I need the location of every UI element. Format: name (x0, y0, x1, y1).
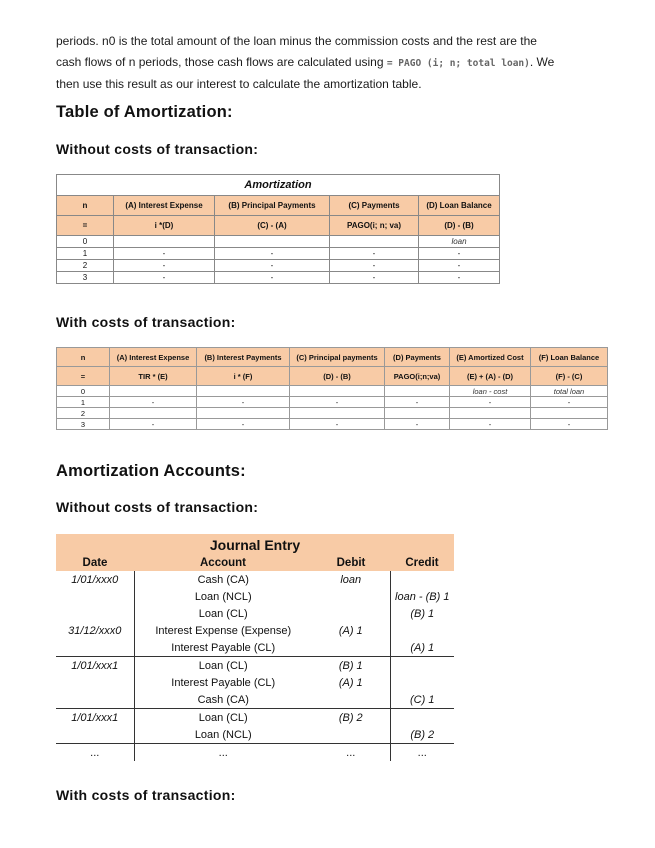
table-cell: 1 (57, 248, 114, 260)
table-cell: (C) 1 (390, 691, 454, 709)
table-row (57, 408, 608, 419)
table-cell: (A) 1 (338, 676, 363, 689)
table-cell: Cash (CA) (197, 573, 249, 586)
table-cell: - (197, 419, 290, 430)
formula-cell: (D) - (B) (290, 367, 385, 386)
table-cell (385, 386, 450, 397)
pago-formula-code: = PAGO (i; n; total loan) (386, 58, 530, 69)
table-cell: (B) 1 (390, 605, 454, 622)
table-cell: Loan (NCL) (134, 726, 312, 744)
heading-with-costs-1: With costs of transaction: (56, 314, 236, 330)
table-cell: 3 (57, 272, 114, 284)
table-cell (197, 386, 290, 397)
table-cell (56, 588, 134, 605)
table-cell: ... (218, 746, 228, 759)
column-header: Debit (312, 555, 390, 571)
table-cell (110, 386, 197, 397)
amortization-table-with-costs (56, 347, 608, 430)
table-cell: 0 (57, 386, 110, 397)
heading-without-costs-1: Without costs of transaction: (56, 141, 259, 157)
table-cell: ... (346, 746, 356, 759)
table-cell: - (330, 272, 419, 284)
table-cell: ... (56, 744, 134, 762)
heading-without-costs-2: Without costs of transaction: (56, 499, 259, 515)
table-row (57, 386, 608, 397)
column-header: (D) Payments (385, 348, 450, 367)
column-header: Credit (390, 555, 454, 571)
formula-cell: TIR * (E) (110, 367, 197, 386)
table-cell: - (531, 419, 608, 430)
table-cell (390, 709, 454, 727)
table-cell: - (450, 397, 531, 408)
table-row (57, 419, 608, 430)
formula-cell: = (57, 367, 110, 386)
table-cell (450, 408, 531, 419)
table-cell (290, 386, 385, 397)
table-cell: 1/01/xxx1 (56, 709, 134, 727)
column-header: n (57, 196, 114, 216)
table-cell: - (114, 260, 215, 272)
table-cell: loan - (B) 1 (390, 588, 454, 605)
table-cell: 31/12/xxx0 (56, 622, 134, 639)
amortization-table-without-costs (56, 174, 500, 284)
table-cell: Loan (NCL) (194, 590, 252, 603)
table-row (56, 622, 454, 639)
table-cell: - (330, 260, 419, 272)
table-cell: Loan (CL) (198, 607, 248, 620)
table-cell: - (531, 397, 608, 408)
table-cell: Loan (CL) (134, 657, 312, 675)
table-cell: total loan (531, 386, 608, 397)
column-header: (C) Principal payments (290, 348, 385, 367)
table-cell: - (419, 272, 500, 284)
table-row (56, 639, 454, 657)
table-row (57, 236, 500, 248)
table-cell: - (114, 272, 215, 284)
table-cell: - (110, 419, 197, 430)
table-cell: (B) 2 (312, 709, 390, 727)
intro-paragraph (56, 31, 616, 95)
table-cell (56, 726, 134, 744)
table-row (56, 657, 454, 675)
table-cell: (B) 1 (312, 657, 390, 675)
table-cell: Cash (CA) (197, 693, 249, 706)
table-cell: - (290, 419, 385, 430)
table-row (56, 709, 454, 727)
table-row (56, 571, 454, 588)
table-cell: Loan (CL) (134, 709, 312, 727)
table-cell: - (197, 397, 290, 408)
table-cell (312, 726, 390, 744)
table-cell (312, 605, 390, 622)
column-header: (A) Interest Expense (110, 348, 197, 367)
table-row (57, 260, 500, 272)
table-cell: - (330, 248, 419, 260)
intro-line-2-text: cash flows of n periods, those cash flows are calculated using (56, 55, 384, 69)
table-cell (56, 691, 134, 709)
table-cell: - (419, 260, 500, 272)
table-cell: (B) 2 (390, 726, 454, 744)
table-cell (312, 691, 390, 709)
table-cell: - (385, 419, 450, 430)
heading-amortization-accounts: Amortization Accounts: (56, 462, 246, 480)
table-cell: - (450, 419, 531, 430)
formula-cell: (E) + (A) - (D) (450, 367, 531, 386)
formula-cell: PAGO(i; n; va) (330, 216, 419, 236)
table-cell: Interest Payable (CL) (171, 676, 276, 689)
table-cell: 1/01/xxx0 (56, 571, 134, 588)
table-cell: - (215, 272, 330, 284)
table-cell (56, 639, 134, 657)
formula-cell: PAGO(i;n;va) (385, 367, 450, 386)
table-cell: - (215, 260, 330, 272)
table-cell: loan - cost (450, 386, 531, 397)
table-cell: - (385, 397, 450, 408)
table-cell (312, 639, 390, 657)
table-cell (385, 408, 450, 419)
table-cell (215, 236, 330, 248)
table-cell: Interest Expense (Expense) (155, 624, 292, 637)
table-row (56, 726, 454, 744)
table-cell: - (290, 397, 385, 408)
table-cell: - (419, 248, 500, 260)
column-header: Account (134, 555, 312, 571)
table-cell: loan (419, 236, 500, 248)
column-header: (D) Loan Balance (419, 196, 500, 216)
intro-line-1: periods. n0 is the total amount of the loan minus the commission costs and the rest are the (56, 34, 537, 48)
column-header: (C) Payments (330, 196, 419, 216)
column-header: n (57, 348, 110, 367)
table-row (57, 248, 500, 260)
table-cell: - (114, 248, 215, 260)
intro-line-2-end: . We (529, 55, 555, 69)
table-cell: 1/01/xxx1 (56, 657, 134, 675)
formula-cell: = (57, 216, 114, 236)
table-cell (390, 674, 454, 691)
table-cell (390, 622, 454, 639)
table-cell (56, 674, 134, 691)
table-cell: 3 (57, 419, 110, 430)
table-cell (390, 571, 454, 588)
table-cell: 2 (57, 260, 114, 272)
table-cell (110, 408, 197, 419)
column-header: (B) Interest Payments (197, 348, 290, 367)
table-cell (531, 408, 608, 419)
table-cell: Interest Payable (CL) (171, 641, 276, 654)
table-row (57, 397, 608, 408)
table-row (56, 691, 454, 709)
heading-table-of-amortization: Table of Amortization: (56, 103, 233, 121)
table-title: Amortization (57, 175, 500, 196)
table-cell: (A) 1 (338, 624, 363, 637)
table-cell: loan (340, 573, 362, 586)
table-cell (312, 588, 390, 605)
formula-cell: (C) - (A) (215, 216, 330, 236)
table-row (56, 588, 454, 605)
table-cell: ... (390, 744, 454, 762)
column-header: (E) Amortized Cost (450, 348, 531, 367)
intro-line-3: then use this result as our interest to calculate the amortization table. (56, 77, 422, 91)
table-cell: 1 (57, 397, 110, 408)
column-header: Date (56, 555, 134, 571)
formula-cell: i * (F) (197, 367, 290, 386)
formula-cell: (D) - (B) (419, 216, 500, 236)
column-header: (B) Principal Payments (215, 196, 330, 216)
column-header: (F) Loan Balance (531, 348, 608, 367)
table-cell: - (110, 397, 197, 408)
table-row (56, 674, 454, 691)
heading-with-costs-2: With costs of transaction: (56, 787, 236, 803)
table-cell: (A) 1 (390, 639, 454, 657)
table-cell: - (215, 248, 330, 260)
table-cell: 0 (57, 236, 114, 248)
table-row (56, 744, 454, 762)
table-cell (290, 408, 385, 419)
table-row (56, 605, 454, 622)
table-cell (197, 408, 290, 419)
formula-cell: (F) - (C) (531, 367, 608, 386)
formula-cell: i *(D) (114, 216, 215, 236)
table-cell (114, 236, 215, 248)
column-header: (A) Interest Expense (114, 196, 215, 216)
table-cell (390, 657, 454, 675)
journal-entry-table (56, 534, 454, 761)
table-title: Journal Entry (56, 534, 454, 555)
table-cell (330, 236, 419, 248)
table-row (57, 272, 500, 284)
table-cell (56, 605, 134, 622)
table-cell: 2 (57, 408, 110, 419)
